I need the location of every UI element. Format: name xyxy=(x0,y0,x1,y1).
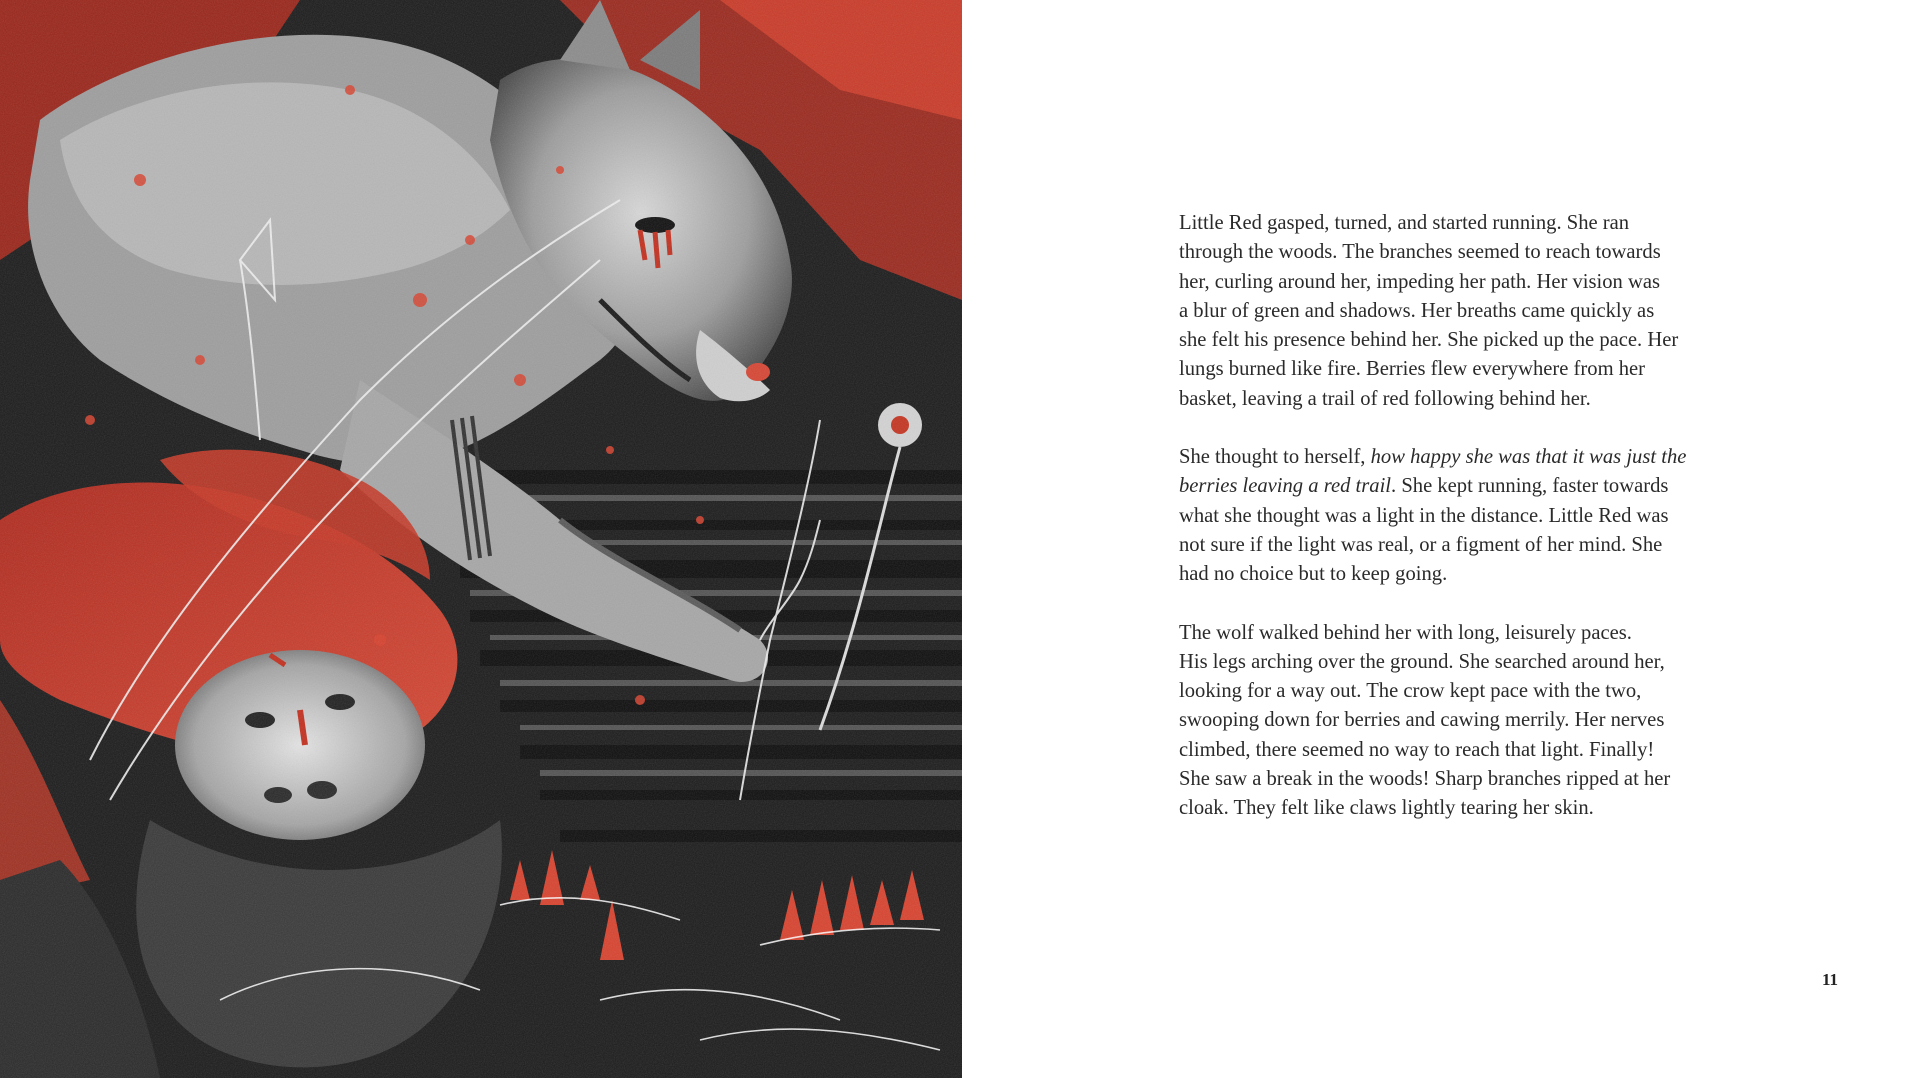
text-page xyxy=(962,0,1920,1078)
paragraph-2-italic: how happy she was that it was just the berries leaving a red trail xyxy=(1179,446,1687,498)
story-paragraph-2 xyxy=(1179,443,1739,589)
paragraph-2-rest: . She kept running, faster towards what she thought was a light in the distance. Little Red was not sure if the light was real, or a figment of her mind. She had no choice but to keep going. xyxy=(1179,475,1669,586)
story-text xyxy=(1179,209,1739,853)
paragraph-2-lead: She thought to herself, xyxy=(1179,446,1371,469)
story-paragraph-1: Little Red gasped, turned, and started running. She ran through the woods. The branches seemed to reach towards her, curling around her, impeding her path. Her vision was a blur of green and shadows. Her breaths came quickly as she felt his presence behind her. She picked up the pace. Her lungs burned like fire. Berries flew everywhere from her basket, leaving a trail of red following behind her. xyxy=(1179,212,1679,410)
story-paragraph-3: The wolf walked behind her with long, leisurely paces. His legs arching over the ground. She searched around her, looking for a way out. The crow kept pace with the two, swooping down for berries and cawing merrily. Her nerves climbed, there seemed no way to reach that light. Finally! She saw a break in the woods! Sharp branches ripped at her cloak. They felt like claws lightly tearing her skin. xyxy=(1179,621,1671,820)
page-number: 11 xyxy=(1822,970,1839,989)
